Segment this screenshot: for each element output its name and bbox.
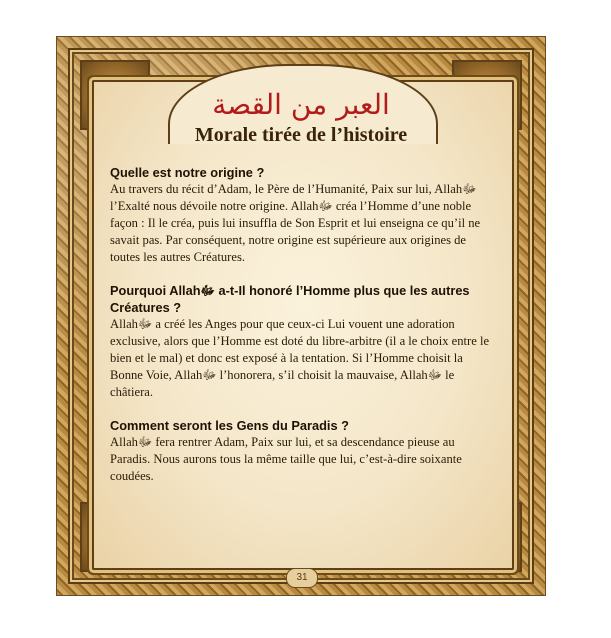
arabic-title: العبر من القصة bbox=[212, 88, 390, 121]
question-heading: Comment seront les Gens du Paradis ? bbox=[110, 418, 349, 433]
french-title: Morale tirée de l’histoire bbox=[194, 124, 408, 146]
content bbox=[110, 164, 495, 501]
section-paradise bbox=[110, 417, 495, 485]
book-page bbox=[56, 36, 546, 596]
page-number: 31 bbox=[286, 568, 318, 588]
answer-paragraph: Allahﷻ a créé les Anges pour que ceux-ci Lui vouent une adoration exclusive, alors que l’Homme est doté du libre-arbitre (il a le choix entre le bien et le mal) et donc est exposé à la tentation. Si l’Homme choisit la Bonne Voie, Allahﷻ l’honorera, s’il choisit la mauvaise, Allahﷻ le châtiera. bbox=[110, 317, 490, 399]
answer-paragraph: Au travers du récit d’Adam, le Père de l’Humanité, Paix sur lui, Allahﷻ l’Exalté nous dévoile notre origine. Allahﷻ créa l’Homme d’une noble façon : Il le créa, puis lui insuffla de Son Esprit et lui enseigna ce qu’il ne savait pas. Par conséquent, notre origine est supérieure aux origines de toutes les autres Créatures. bbox=[110, 182, 481, 264]
question-heading: Pourquoi Allahﷻ a-t-Il honoré l’Homme plus que les autres Créatures ? bbox=[110, 283, 470, 315]
section-origin bbox=[110, 164, 495, 266]
question-heading: Quelle est notre origine ? bbox=[110, 165, 265, 180]
answer-paragraph: Allahﷻ fera rentrer Adam, Paix sur lui, et sa descendance pieuse au Paradis. Nous aurons tous la même taille que lui, c’est-à-dire soixante coudées. bbox=[110, 435, 462, 483]
section-honor bbox=[110, 282, 495, 401]
